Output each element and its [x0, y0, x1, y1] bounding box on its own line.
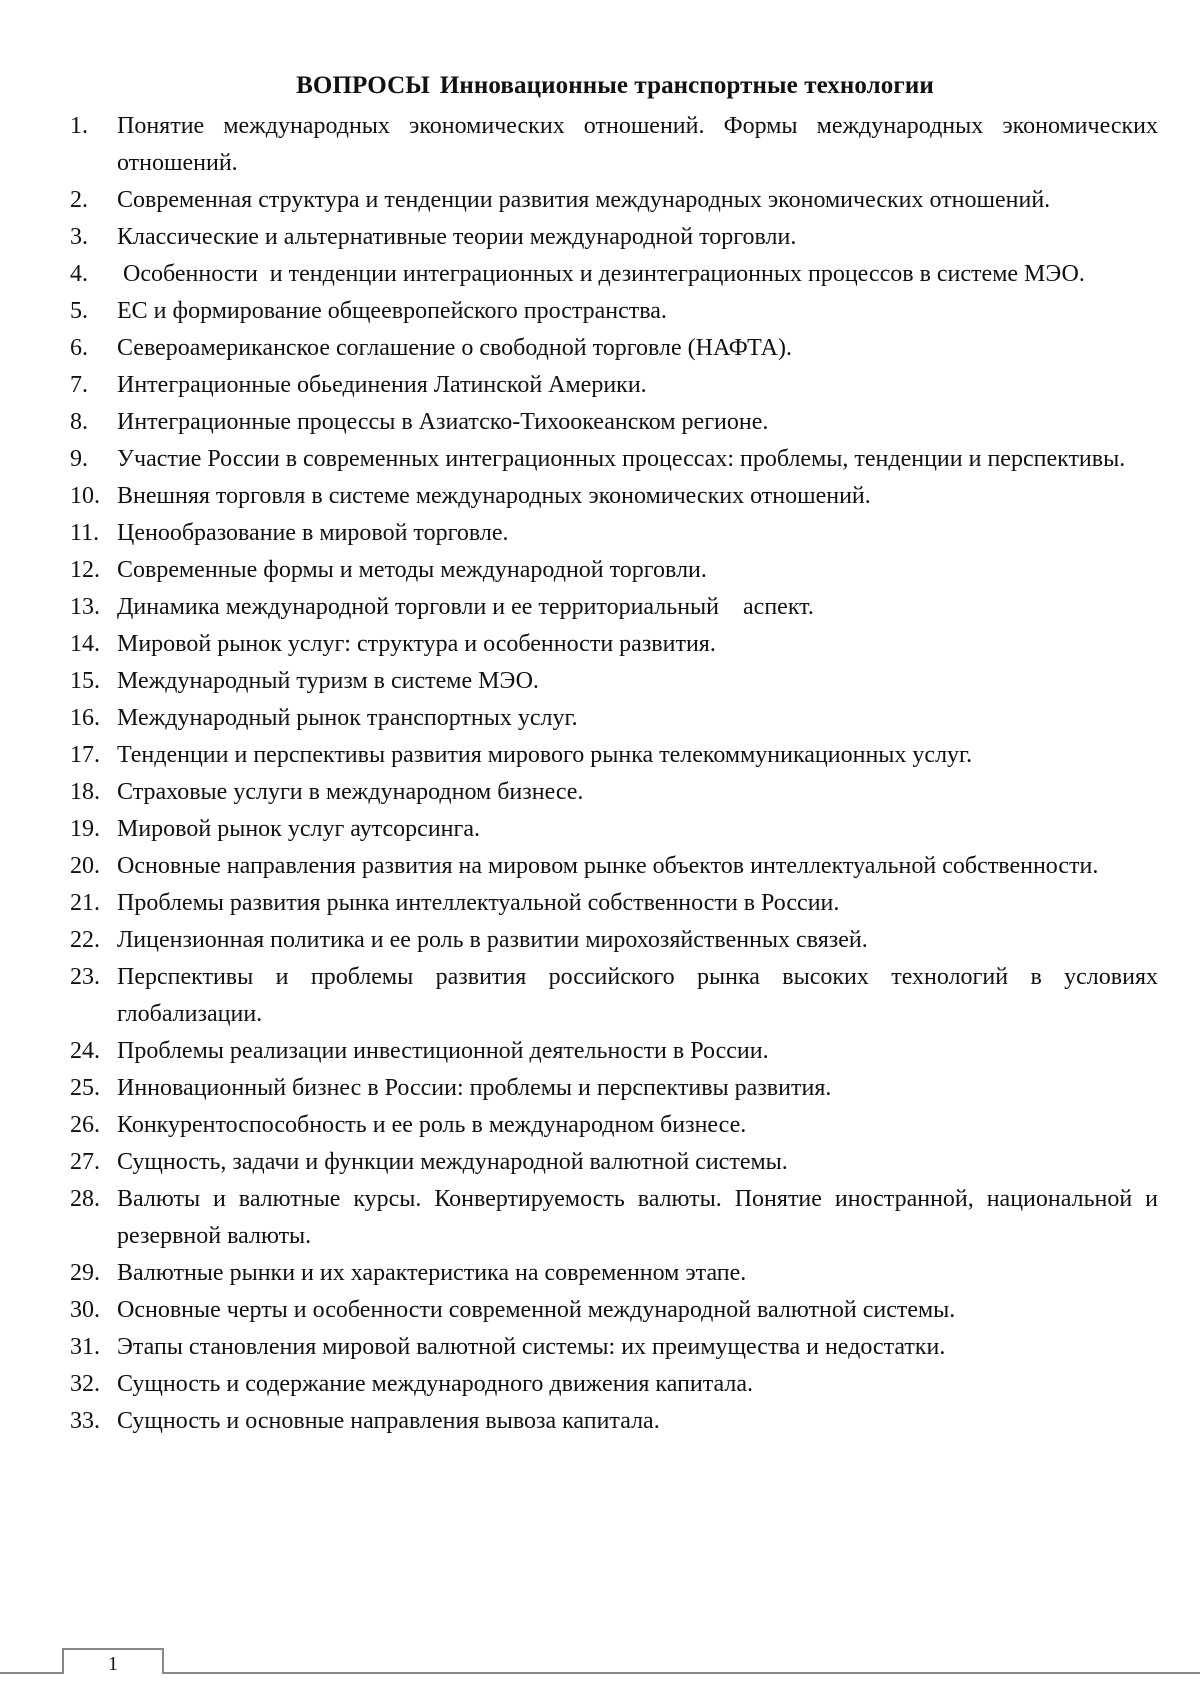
question-item	[70, 552, 1158, 589]
question-number: 17.	[70, 742, 100, 768]
question-number: 9.	[70, 446, 88, 472]
question-text: Сущность и содержание международного движения капитала.	[117, 1371, 754, 1397]
question-number: 19.	[70, 816, 100, 842]
question-number: 15.	[70, 668, 100, 694]
question-text: Особенности и тенденции интеграционных и дезинтеграционных процессов в системе МЭО.	[117, 261, 1085, 287]
question-text: Проблемы развития рынка интеллектуальной собственности в России.	[117, 890, 840, 916]
question-number: 16.	[70, 705, 100, 731]
question-item	[70, 478, 1158, 515]
question-item	[70, 774, 1158, 811]
question-number: 29.	[70, 1260, 100, 1286]
question-item	[70, 1292, 1158, 1329]
question-item	[70, 441, 1158, 478]
question-text: Проблемы реализации инвестиционной деятельности в России.	[117, 1038, 769, 1064]
question-text: Тенденции и перспективы развития мирового рынка телекоммуникационных услуг.	[117, 742, 973, 768]
question-text: Международный рынок транспортных услуг.	[117, 705, 578, 731]
question-item	[70, 1329, 1158, 1366]
question-item	[70, 922, 1158, 959]
question-item	[70, 1403, 1158, 1440]
question-text: Современные формы и методы международной торговли.	[117, 557, 707, 583]
question-number: 12.	[70, 557, 100, 583]
question-text: Лицензионная политика и ее роль в развитии мирохозяйственных связей.	[117, 927, 868, 953]
question-text: Сущность, задачи и функции международной валютной системы.	[117, 1149, 788, 1175]
question-item	[70, 700, 1158, 737]
question-item	[70, 1070, 1158, 1107]
question-number: 18.	[70, 779, 100, 805]
question-text: Понятие международных экономических отношений. Формы международных экономических отношений.	[117, 113, 1158, 176]
question-item	[70, 1181, 1158, 1255]
question-text: ЕС и формирование общеевропейского пространства.	[117, 298, 667, 324]
question-text: Этапы становления мировой валютной системы: их преимущества и недостатки.	[117, 1334, 946, 1360]
question-item	[70, 367, 1158, 404]
question-text: Перспективы и проблемы развития российского рынка высоких технологий в условиях глобализации.	[117, 964, 1158, 1027]
question-text: Внешняя торговля в системе международных экономических отношений.	[117, 483, 871, 509]
question-item	[70, 256, 1158, 293]
question-item	[70, 589, 1158, 626]
question-number: 20.	[70, 853, 100, 879]
question-number: 22.	[70, 927, 100, 953]
question-text: Североамериканское соглашение о свободной торговле (НАФТА).	[117, 335, 792, 361]
question-number: 23.	[70, 964, 100, 990]
question-number: 24.	[70, 1038, 100, 1064]
question-number: 4.	[70, 261, 88, 287]
question-number: 7.	[70, 372, 88, 398]
question-item	[70, 293, 1158, 330]
question-number: 1.	[70, 113, 88, 139]
question-number: 28.	[70, 1186, 100, 1212]
question-number: 3.	[70, 224, 88, 250]
question-number: 31.	[70, 1334, 100, 1360]
question-number: 32.	[70, 1371, 100, 1397]
question-item	[70, 959, 1158, 1033]
question-text: Интеграционные процессы в Азиатско-Тихоокеанском регионе.	[117, 409, 769, 435]
question-number: 5.	[70, 298, 88, 324]
question-item	[70, 1144, 1158, 1181]
question-number: 2.	[70, 187, 88, 213]
title-subject: Инновационные транспортные технологии	[439, 72, 934, 99]
question-number: 10.	[70, 483, 100, 509]
question-text: Международный туризм в системе МЭО.	[117, 668, 539, 694]
question-text: Участие России в современных интеграционных процессах: проблемы, тенденции и перспективы.	[117, 446, 1126, 472]
question-number: 6.	[70, 335, 88, 361]
question-text: Интеграционные обьединения Латинской Америки.	[117, 372, 647, 398]
question-item	[70, 1033, 1158, 1070]
question-item	[70, 737, 1158, 774]
question-item	[70, 404, 1158, 441]
question-number: 27.	[70, 1149, 100, 1175]
document-title	[0, 72, 1200, 100]
questions-list	[70, 108, 1158, 1440]
question-item	[70, 811, 1158, 848]
question-number: 21.	[70, 890, 100, 916]
question-text: Инновационный бизнес в России: проблемы и перспективы развития.	[117, 1075, 832, 1101]
question-text: Валюты и валютные курсы. Конвертируемость валюты. Понятие иностранной, национальной и резервной валюты.	[117, 1186, 1158, 1249]
question-item	[70, 1255, 1158, 1292]
question-text: Основные черты и особенности современной международной валютной системы.	[117, 1297, 956, 1323]
question-text: Мировой рынок услуг аутсорсинга.	[117, 816, 480, 842]
question-number: 33.	[70, 1408, 100, 1434]
question-text: Сущность и основные направления вывоза капитала.	[117, 1408, 660, 1434]
question-item	[70, 219, 1158, 256]
question-item	[70, 182, 1158, 219]
question-item	[70, 848, 1158, 885]
question-text: Ценообразование в мировой торговле.	[117, 520, 509, 546]
question-text: Классические и альтернативные теории международной торговли.	[117, 224, 797, 250]
question-item	[70, 108, 1158, 182]
title-lead: ВОПРОСЫ	[296, 72, 430, 99]
footer-divider	[0, 1672, 1200, 1674]
question-item	[70, 626, 1158, 663]
question-text: Мировой рынок услуг: структура и особенности развития.	[117, 631, 716, 657]
question-number: 25.	[70, 1075, 100, 1101]
question-number: 30.	[70, 1297, 100, 1323]
question-item	[70, 885, 1158, 922]
question-item	[70, 515, 1158, 552]
question-text: Страховые услуги в международном бизнесе.	[117, 779, 584, 805]
question-text: Динамика международной торговли и ее территориальный аспект.	[117, 594, 814, 620]
question-number: 11.	[70, 520, 100, 546]
question-item	[70, 1366, 1158, 1403]
question-item	[70, 1107, 1158, 1144]
question-text: Современная структура и тенденции развития международных экономических отношений.	[117, 187, 1051, 213]
question-number: 13.	[70, 594, 100, 620]
question-item	[70, 663, 1158, 700]
question-item	[70, 330, 1158, 367]
question-text: Основные направления развития на мировом рынке объектов интеллектуальной собственности.	[117, 853, 1099, 879]
page-number: 1	[62, 1648, 164, 1674]
question-text: Валютные рынки и их характеристика на современном этапе.	[117, 1260, 747, 1286]
question-text: Конкурентоспособность и ее роль в международном бизнесе.	[117, 1112, 747, 1138]
question-number: 8.	[70, 409, 88, 435]
question-number: 26.	[70, 1112, 100, 1138]
question-number: 14.	[70, 631, 100, 657]
